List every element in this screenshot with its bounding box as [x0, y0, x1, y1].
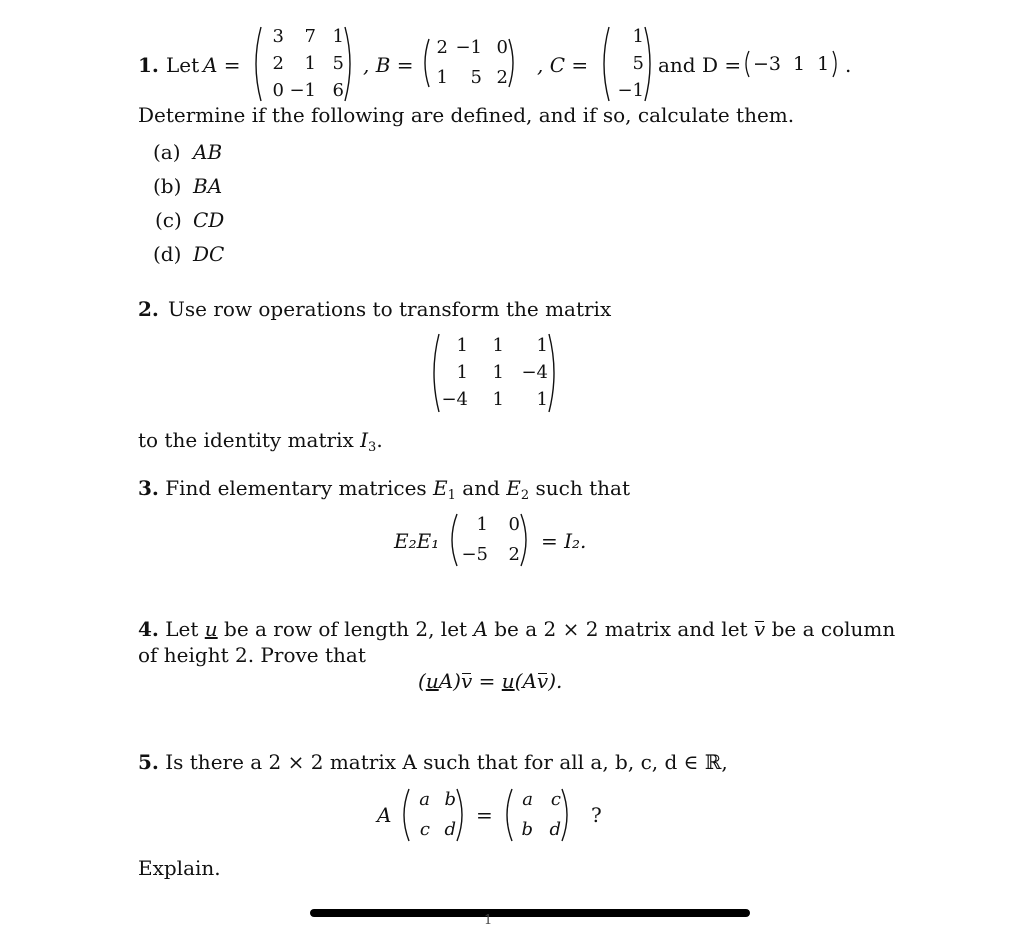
right-paren	[520, 513, 532, 567]
q5-line	[138, 752, 728, 772]
q3-lhs: E₂E₁	[394, 529, 440, 553]
q2-text: Use row operations to transform the matrix	[168, 297, 612, 321]
E1-symbol: E	[433, 476, 448, 500]
matrix-entry: 2	[496, 67, 508, 88]
q3-and: and	[462, 476, 500, 500]
identity-subscript: 3	[368, 440, 377, 455]
matrix-entry: 7	[304, 26, 316, 47]
matrix-entry: 1	[492, 362, 504, 383]
left-paren	[250, 26, 262, 102]
part-d-expr: DC	[193, 242, 225, 266]
matrix-entry: −4	[441, 389, 468, 410]
part-b-expr: BA	[193, 174, 223, 198]
q3-number: 3.	[138, 476, 159, 500]
left-paren	[598, 26, 610, 102]
left-paren	[428, 333, 440, 413]
eq-paren-A: (A	[514, 669, 537, 693]
q1-C-label: , C =	[537, 53, 589, 77]
q5-text: Is there a 2 × 2 matrix A such that for all a, b, c, d ∈ ℝ,	[165, 750, 728, 774]
right-paren	[456, 788, 468, 842]
q3-text-b: such that	[535, 476, 630, 500]
matrix-entry: b	[444, 789, 456, 810]
q4-line1-b: be a row of length 2, let	[224, 617, 468, 641]
q3-text-a: Find elementary matrices	[165, 476, 427, 500]
matrix-entry: 0	[496, 37, 508, 58]
matrix-entry: 1	[536, 389, 548, 410]
q4-line1-d: be a column	[771, 617, 896, 641]
matrix-M5a	[398, 788, 468, 842]
E1-subscript: 1	[447, 488, 456, 503]
matrix-entry: −1	[617, 80, 644, 101]
matrix-entry: 1	[436, 67, 448, 88]
matrix-entry: −1	[455, 37, 482, 58]
matrix-entry: 5	[332, 53, 344, 74]
matrix-entry: 6	[332, 80, 344, 101]
q1-A-label: A =	[203, 53, 241, 77]
q1-let: Let	[166, 53, 200, 77]
left-paren	[398, 788, 410, 842]
matrix-M5a-grid	[410, 788, 456, 842]
matrix-B	[420, 38, 518, 88]
part-d-label: (d)	[153, 242, 182, 266]
part-a-label: (a)	[153, 140, 181, 164]
q2-after	[138, 430, 383, 454]
matrix-entry: 2	[272, 53, 284, 74]
matrix-D	[742, 50, 840, 78]
matrix-A	[250, 26, 356, 102]
identity-symbol: I	[360, 428, 369, 452]
q5-explain: Explain.	[138, 856, 221, 880]
matrix-M3	[446, 513, 532, 567]
q3-line	[138, 478, 630, 502]
matrix-entry: 0	[272, 80, 284, 101]
part-c-label: (c)	[155, 208, 182, 232]
matrix-A-grid	[262, 26, 344, 102]
q1-B-label: , B =	[363, 53, 414, 77]
matrix-entry: 1	[632, 26, 644, 47]
eq-u-2: u	[501, 669, 515, 693]
matrix-entry: b	[521, 819, 533, 840]
q2-number: 2.	[138, 297, 159, 321]
right-paren	[644, 26, 656, 102]
matrix-entry: 0	[508, 514, 520, 535]
matrix-entry: 2	[508, 544, 520, 565]
matrix-entry: 3	[272, 26, 284, 47]
right-paren	[508, 38, 518, 88]
left-paren	[742, 50, 750, 78]
matrix-entry: 2	[436, 37, 448, 58]
matrix-entry: a	[522, 789, 533, 810]
matrix-entry: 1	[492, 335, 504, 356]
q3-rhs: = I₂.	[541, 529, 587, 553]
right-paren	[561, 788, 573, 842]
matrix-entry: 1	[793, 53, 806, 75]
matrix-C-grid	[610, 26, 644, 102]
matrix-entry: d	[444, 819, 456, 840]
matrix-entry: 1	[817, 53, 830, 75]
matrix-entry: 1	[456, 335, 468, 356]
matrix-entry: −5	[461, 544, 488, 565]
matrix-M2	[428, 333, 560, 413]
matrix-entry: −1	[289, 80, 316, 101]
matrix-entry: c	[419, 819, 430, 840]
q1-and-D	[658, 55, 741, 75]
matrix-B-grid	[430, 38, 508, 88]
home-indicator-bar[interactable]	[310, 909, 750, 917]
matrix-entry: a	[419, 789, 430, 810]
q2-after-text: to the identity matrix	[138, 428, 354, 452]
q4-line2: of height 2. Prove that	[138, 643, 366, 667]
eq-close: ).	[548, 669, 563, 693]
matrix-entry: 1	[476, 514, 488, 535]
matrix-entry: −3	[753, 53, 782, 75]
matrix-C	[598, 26, 656, 102]
matrix-M5b	[501, 788, 573, 842]
eq-open-paren: (	[418, 669, 426, 693]
part-c-expr: CD	[193, 208, 225, 232]
left-paren	[420, 38, 430, 88]
q5-number: 5.	[138, 750, 159, 774]
matrix-entry: −4	[521, 362, 548, 383]
right-paren	[548, 333, 560, 413]
matrix-entry: 1	[332, 26, 344, 47]
q5-eq: =	[476, 803, 493, 827]
u-symbol: u	[204, 617, 218, 641]
matrix-entry: 1	[304, 53, 316, 74]
eq-u: u	[425, 669, 439, 693]
q1-instruction: Determine if the following are defined, and if so, calculate them.	[138, 103, 795, 127]
q4-line1-c: be a 2 × 2 matrix and let	[494, 617, 748, 641]
matrix-entry: 5	[470, 67, 482, 88]
matrix-entry: 1	[456, 362, 468, 383]
q1-and-D-text: and D =	[658, 53, 742, 77]
matrix-entry: d	[549, 819, 561, 840]
A-symbol: A	[473, 617, 488, 641]
matrix-entry: c	[550, 789, 561, 810]
E2-subscript: 2	[520, 488, 530, 503]
matrix-M5b-grid	[513, 788, 561, 842]
right-paren	[344, 26, 356, 102]
q4-equation	[418, 671, 562, 691]
q1-number: 1.	[138, 53, 159, 77]
q5-question-mark: ?	[591, 803, 602, 827]
matrix-M3-grid	[458, 513, 520, 567]
page-number: 1	[484, 913, 493, 928]
matrix-entry: 5	[632, 53, 644, 74]
left-paren	[501, 788, 513, 842]
eq-v-2: v	[536, 669, 549, 693]
eq-equals: =	[478, 669, 496, 693]
matrix-entry: 1	[536, 335, 548, 356]
q5-A: A	[377, 803, 392, 827]
v-symbol: v	[753, 617, 766, 641]
q4-line1-a: Let	[165, 617, 199, 641]
q4-line1	[138, 619, 895, 639]
matrix-D-row	[750, 50, 832, 78]
E2-symbol: E	[506, 476, 521, 500]
left-paren	[446, 513, 458, 567]
q1-end: .	[845, 53, 852, 77]
matrix-M2-grid	[440, 333, 548, 413]
matrix-entry: 1	[492, 389, 504, 410]
q2-end: .	[376, 428, 383, 452]
eq-v: v	[460, 669, 473, 693]
q4-number: 4.	[138, 617, 159, 641]
part-b-label: (b)	[153, 174, 182, 198]
right-paren	[832, 50, 840, 78]
eq-A-close: A)	[438, 669, 461, 693]
part-a-expr: AB	[193, 140, 223, 164]
